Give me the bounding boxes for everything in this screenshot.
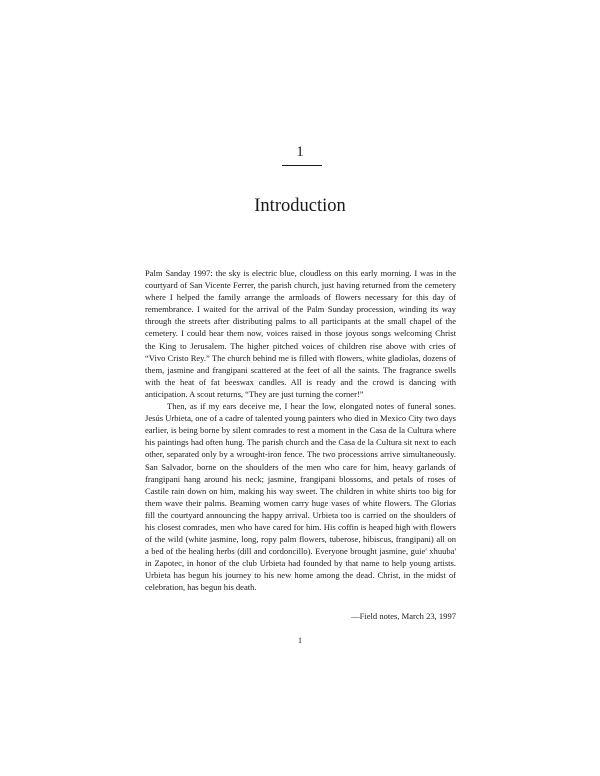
chapter-rule [282, 165, 322, 166]
page-number: 1 [297, 635, 303, 645]
chapter-number: 1 [296, 144, 304, 160]
chapter-title: Introduction [254, 196, 346, 216]
paragraph: Then, as if my ears deceive me, I hear the low, elongated notes of funeral sones. Jesús Urbieta, one of a cadre of talented young painters who died in Mexico City two days earlier, is being borne by silent comrades to rest a moment in the Casa de la Cultura where his paintings had often hung. The parish church and the Casa de la Cultura sit next to each other, separated only by a wrought-iron fence. The two processions arrive simultaneously. San Salvador, borne on the shoulders of the men who care for him, heavy garlands of frangipani hang around his neck; jasmine, frangipani blossoms, and petals of roses of Castile rain down on him, making his way sweet. The children in white shirts too big for them wave their palms. Beaming women carry huge vases of white flowers. The Glorias fill the courtyard announcing the happy arrival. Urbieta too is carried on the shoulders of his closest comrades, men who have cared for him. His coffin is heaped high with flowers of the wild (white jasmine, long, ropy palm flowers, tuberose, hibiscus, frangipani) all on a bed of the healing herbs (dill and cordoncillo). Everyone brought jasmine, guie' xhuuba' in Zapotec, in honor of the club Urbieta had founded by that name to help young artists. Urbieta has begun his journey to his new home among the dead. Christ, in the midst of celebration, has begun his death. [145, 401, 456, 593]
field-notes-attribution: —Field notes, March 23, 1997 [351, 611, 456, 621]
body-text [145, 267, 456, 594]
paragraph: Palm Sanday 1997: the sky is electric blue, cloudless on this early morning. I was in the courtyard of San Vicente Ferrer, the parish church, just having returned from the cemetery where I helped the family arrange the armloads of flowers necessary for this day of remembrance. I waited for the arrival of the Palm Sunday procession, winding its way through the streets after distributing palms to all participants at the small chapel of the cemetery. I could hear them now, voices raised in those joyous songs welcoming Christ the King to Jerusalem. The higher pitched voices of children rise above with cries of “Vivo Cristo Rey.” The church behind me is filled with flowers, white gladiolas, dozens of them, jasmine and frangipani scattered at the feet of all the saints. The fragrance swells with the heat of fat beeswax candles. All is ready and the crowd is dancing with anticipation. A scout returns, “They are just turning the corner!” [145, 268, 456, 399]
